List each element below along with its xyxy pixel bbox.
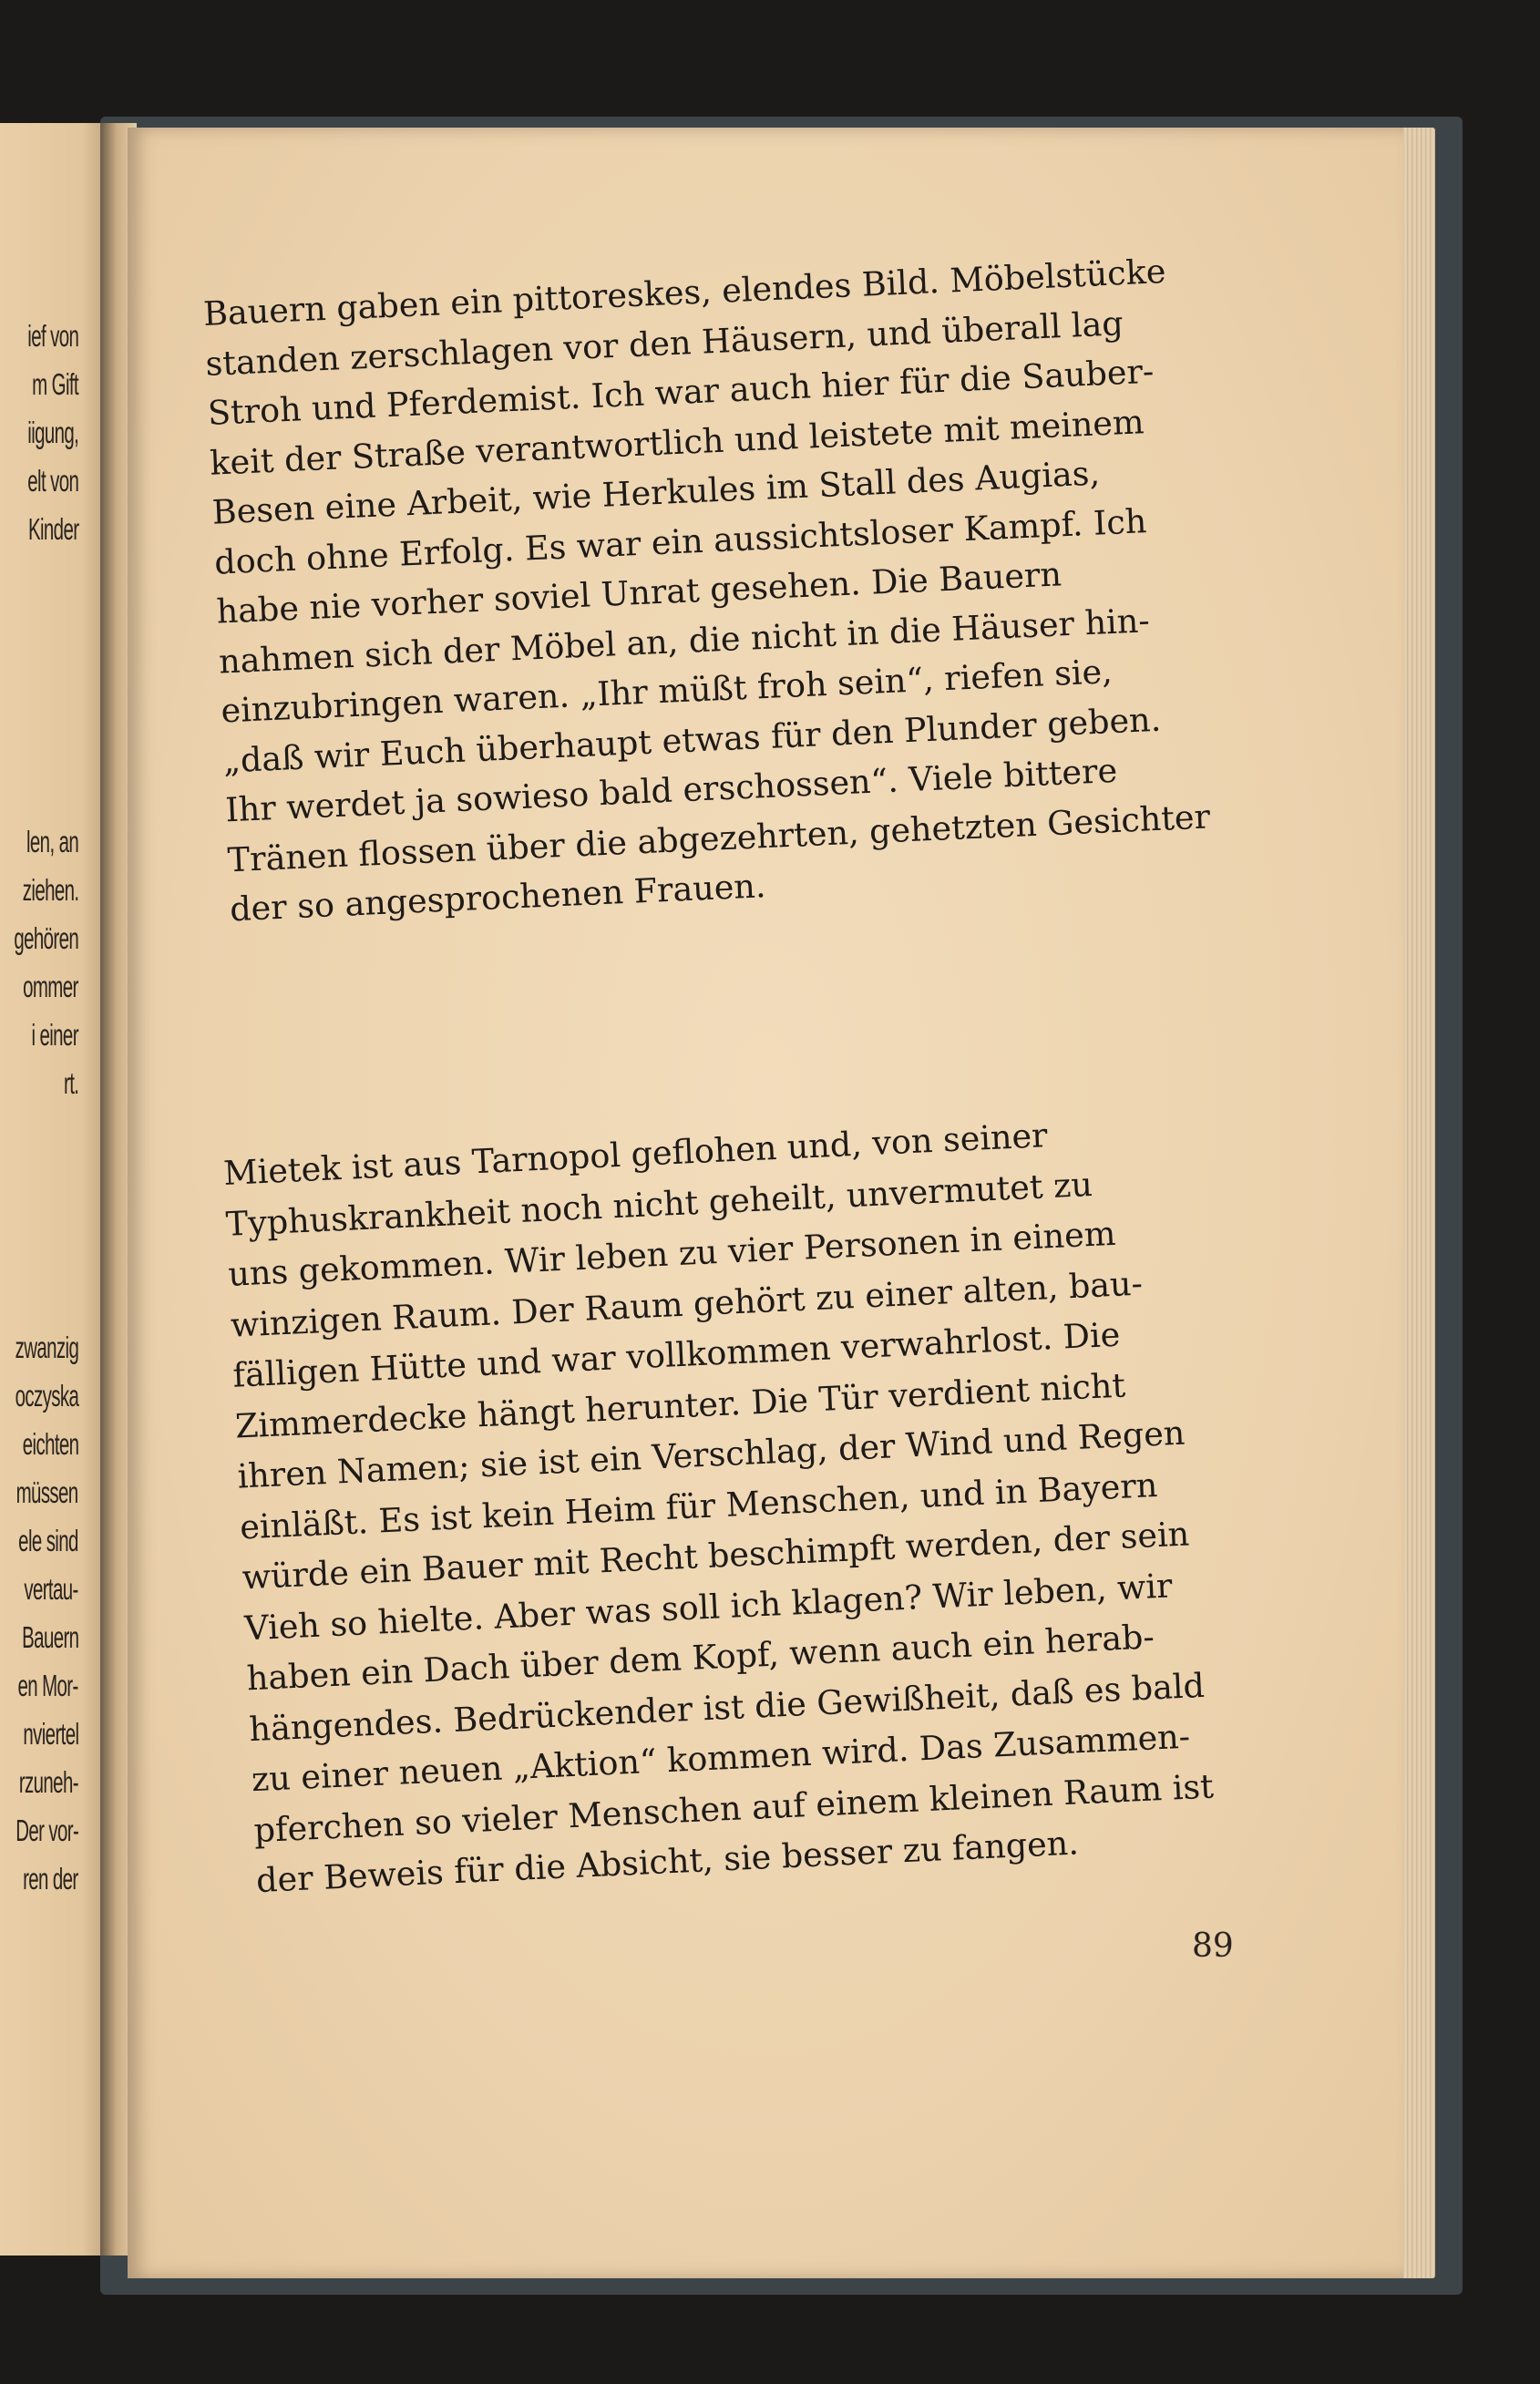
- left-page-line: elt von: [27, 464, 78, 498]
- left-page-line: en Mor-: [17, 1669, 78, 1702]
- left-page-line: vertau-: [24, 1572, 78, 1606]
- left-page-line: m Gift: [32, 367, 78, 401]
- left-page-line: rzuneh-: [18, 1765, 78, 1799]
- left-page-line: ele sind: [18, 1524, 78, 1557]
- left-page-line: Bauern: [21, 1620, 78, 1654]
- paragraph-1: Bauern gaben ein pittoreskes, elendes Bild. Möbelstücke standen zerschlagen vor den Häusern, und überall lag Stroh und Pferdemist. Ich war auch hier für die Sauber- keit der Straße verantwortlich und leistete mit meinem Besen eine Arbeit, wie Herkules im Stall des Augias, doch ohne Erfolg. Es war ein aussichtsloser Kampf. Ich habe nie vorher soviel Unrat gesehen. Die Bauern nahmen sich der Möbel an, die nicht in die Häuser hin- einzubringen waren. „Ihr müßt froh sein“, riefen sie, „daß wir Euch überhaupt etwas für den Plunder geben. Ihr werdet ja sowieso bald erschossen“. Viele bittere Tränen flossen über die abgezehrten, gehetzten Gesichter der so angesprochenen Frauen.: [202, 251, 1211, 930]
- left-page-line: ziehen.: [22, 873, 78, 907]
- left-page-line: eichten: [22, 1427, 78, 1461]
- left-page-line: iigung,: [27, 416, 78, 449]
- left-page-line: nviertel: [22, 1717, 78, 1751]
- left-page: [0, 123, 117, 2256]
- left-page-line: gehören: [14, 921, 78, 955]
- left-page-line: Der vor-: [15, 1814, 78, 1847]
- left-page-line: oczyska: [15, 1379, 78, 1413]
- left-page-line: ren der: [23, 1862, 78, 1896]
- left-page-line: ief von: [27, 319, 78, 353]
- left-page-line: ommer: [23, 970, 78, 1003]
- left-page-line: len, an: [26, 825, 78, 858]
- left-page-line: müssen: [16, 1475, 78, 1509]
- left-page-line: rt.: [63, 1066, 78, 1100]
- left-page-line: i einer: [31, 1018, 78, 1052]
- left-page-line: Kinder: [27, 512, 78, 546]
- page-number: 89: [1192, 1927, 1234, 1965]
- left-page-line: zwanzig: [15, 1331, 78, 1364]
- paragraph-2: Mietek ist aus Tarnopol geflohen und, von seiner Typhuskrankheit noch nicht geheilt, unvermutet zu uns gekommen. Wir leben zu vier Personen in einem winzigen Raum. Der Raum gehört zu einer alten, bau- fälligen Hütte und war vollkommen verwahrlost. Die Zimmerdecke hängt herunter. Die Tür verdient nicht ihren Namen; sie ist ein Verschlag, der Wind und Regen einläßt. Es ist kein Heim für Menschen, und in Bayern würde ein Bauer mit Recht beschimpft werden, der sein Vieh so hielte. Aber was soll ich klagen? Wir leben, wir haben ein Dach über dem Kopf, wenn auch ein herab- hängendes. Bedrückender ist die Gewißheit, daß es bald zu einer neuen „Aktion“ kommen wird. Das Zusammen- pferchen so vieler Menschen auf einem kleinen Raum ist der Beweis für die Absicht, sie besser zu fangen.: [222, 1115, 1215, 1901]
